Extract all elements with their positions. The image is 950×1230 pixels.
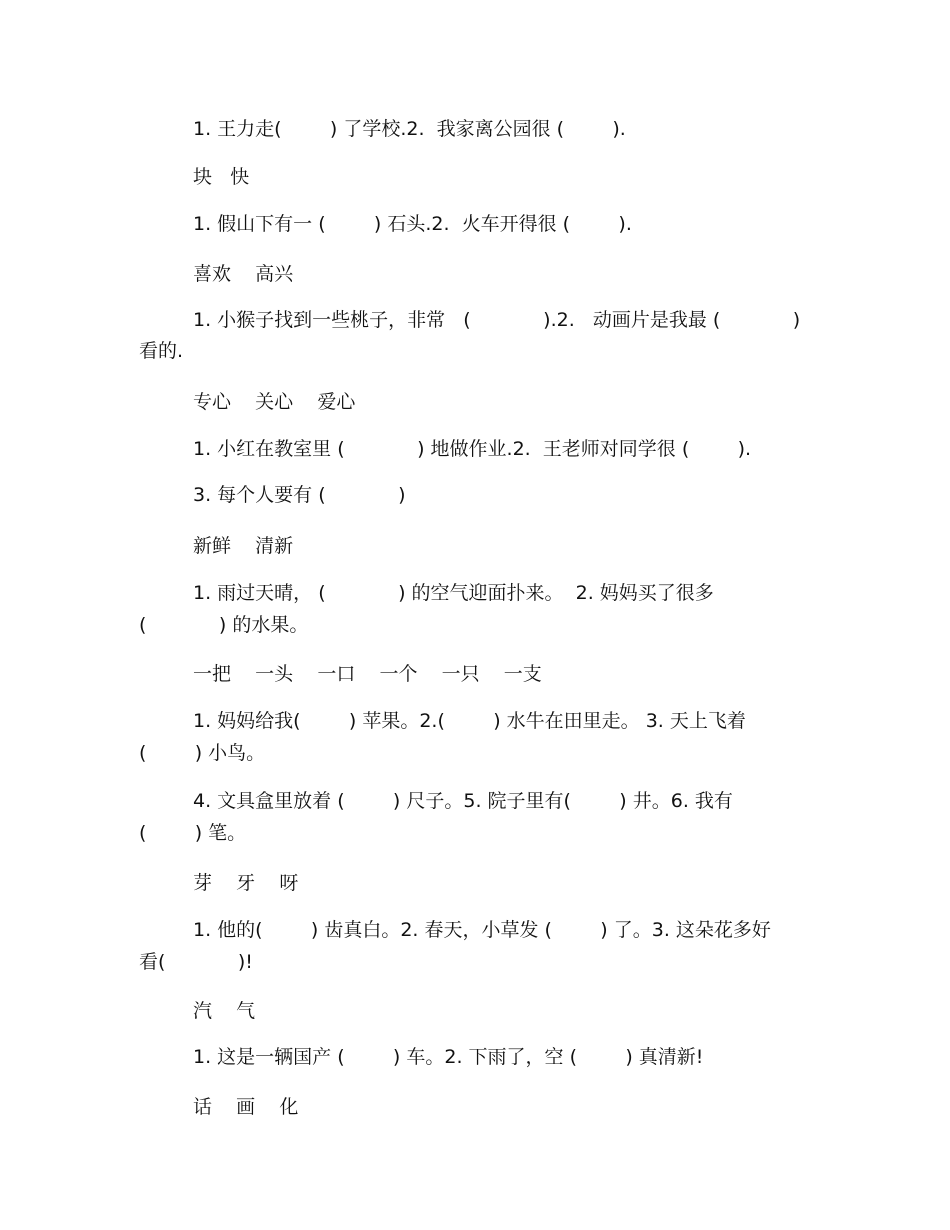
exercise-line-continued: ( ) 小鸟。	[139, 742, 266, 764]
exercise-line: 1. 小猴子找到一些桃子，非常 ( ).2. 动画片是我最 ( )	[193, 309, 801, 331]
exercise-line: 3. 每个人要有 ( )	[193, 484, 406, 506]
word-choice-line: 一把 一头 一口 一个 一只 一支	[193, 663, 542, 685]
word-choice-line: 芽 牙 呀	[193, 872, 299, 894]
exercise-line: 1. 他的( ) 齿真白。2. 春天，小草发 ( ) 了。3. 这朵花多好	[193, 919, 771, 941]
exercise-line: 1. 小红在教室里 ( ) 地做作业.2. 王老师对同学很 ( ).	[193, 438, 752, 460]
exercise-line: 1. 这是一辆国产 ( ) 车。2. 下雨了，空 ( ) 真清新!	[193, 1046, 704, 1068]
word-choice-line: 块 快	[193, 166, 250, 188]
word-choice-line: 话 画 化	[193, 1096, 299, 1118]
exercise-line-continued: ( ) 的水果。	[139, 614, 309, 636]
exercise-line-continued: 看的.	[139, 340, 184, 362]
exercise-line: 1. 假山下有一 ( ) 石头.2. 火车开得很 ( ).	[193, 213, 632, 235]
exercise-line-continued: ( ) 笔。	[139, 822, 247, 844]
exercise-line: 1. 王力走( ) 了学校.2. 我家离公园很 ( ).	[193, 118, 626, 140]
exercise-line: 1. 妈妈给我( ) 苹果。2.( ) 水牛在田里走。 3. 天上飞着	[193, 710, 746, 732]
word-choice-line: 喜欢 高兴	[193, 263, 294, 285]
exercise-line: 4. 文具盒里放着 ( ) 尺子。5. 院子里有( ) 井。6. 我有	[193, 790, 733, 812]
exercise-line-continued: 看( )!	[139, 951, 253, 973]
word-choice-line: 新鲜 清新	[193, 535, 294, 557]
word-choice-line: 专心 关心 爱心	[193, 391, 356, 413]
word-choice-line: 汽 气	[193, 1000, 256, 1022]
exercise-line: 1. 雨过天晴， ( ) 的空气迎面扑来。 2. 妈妈买了很多	[193, 582, 714, 604]
